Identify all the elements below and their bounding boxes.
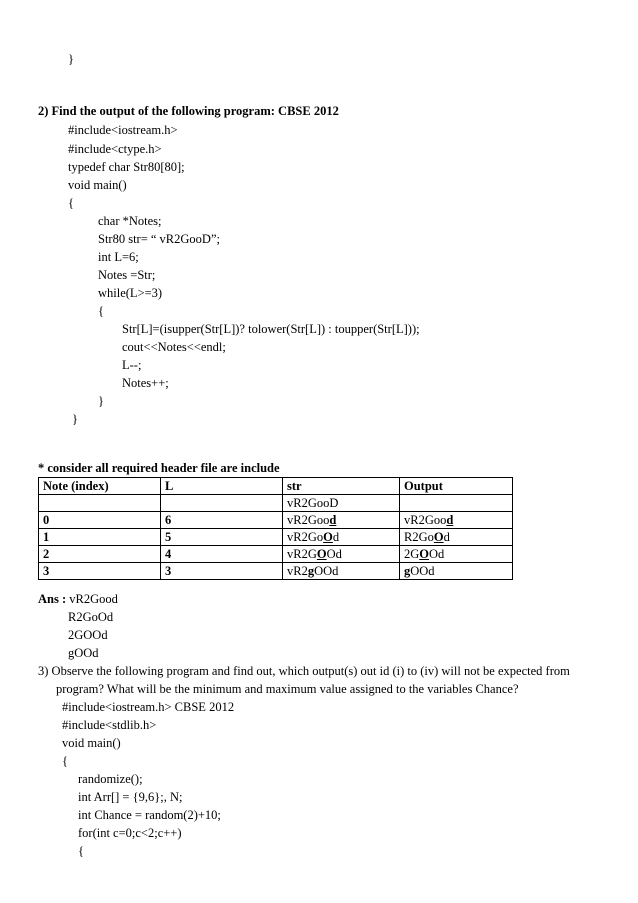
code-line: Str80 str= “ vR2GooD”; (98, 232, 220, 246)
trace-table (38, 477, 513, 580)
output-prefix: vR2Goo (404, 513, 447, 527)
str-suffix: Od (326, 547, 342, 561)
cell-l: 6 (161, 512, 283, 529)
code-line: randomize(); (78, 772, 143, 786)
cell-l (161, 495, 283, 512)
cell-output (400, 529, 513, 546)
str-suffix: OOd (314, 564, 339, 578)
output-suffix: Od (429, 547, 445, 561)
output-changed-char: g (404, 564, 411, 578)
cell-str (283, 563, 400, 580)
answer-value: R2GoOd (68, 610, 114, 624)
str-changed-char: d (329, 513, 337, 527)
output-prefix: R2Go (404, 530, 434, 544)
code-line: void main() (68, 178, 127, 192)
cell-index: 0 (39, 512, 161, 529)
cell-l: 5 (161, 529, 283, 546)
str-prefix: vR2Goo (287, 513, 330, 527)
table-row (39, 512, 513, 529)
code-line: cout<<Notes<<endl; (122, 340, 226, 354)
code-line: void main() (62, 736, 121, 750)
cell-output (400, 546, 513, 563)
closing-brace: } (68, 52, 74, 66)
cell-str (283, 529, 400, 546)
code-line: { (98, 304, 104, 318)
code-line: } (72, 412, 78, 426)
cell-output (400, 495, 513, 512)
output-changed-char: O (419, 547, 430, 561)
table-row (39, 563, 513, 580)
code-line: int L=6; (98, 250, 139, 264)
table-header-row (39, 478, 513, 495)
cell-str (283, 512, 400, 529)
answer-value: vR2Good (69, 592, 118, 606)
answer-line (38, 591, 118, 608)
cell-str (283, 546, 400, 563)
header-note: * consider all required header file are include (38, 461, 280, 475)
table-row (39, 529, 513, 546)
code-line: Str[L]=(isupper(Str[L])? tolower(Str[L]) : toupper(Str[L])); (122, 322, 420, 336)
cell-index (39, 495, 161, 512)
code-line: for(int c=0;c<2;c++) (78, 826, 182, 840)
code-line: while(L>=3) (98, 286, 163, 300)
code-line: Notes =Str; (98, 268, 156, 282)
column-header-str: str (283, 478, 400, 495)
code-line: int Chance = random(2)+10; (78, 808, 221, 822)
str-changed-char: g (307, 564, 315, 578)
code-line: #include<ctype.h> (68, 142, 162, 156)
str-prefix: vR2G (287, 547, 317, 561)
column-header-l: L (161, 478, 283, 495)
cell-output (400, 563, 513, 580)
code-line: #include<iostream.h> CBSE 2012 (62, 700, 235, 714)
code-line: Notes++; (122, 376, 169, 390)
table-row (39, 546, 513, 563)
code-line: { (68, 196, 74, 210)
cell-l: 3 (161, 563, 283, 580)
output-changed-char: d (446, 513, 454, 527)
table-row (39, 495, 513, 512)
output-suffix: d (443, 530, 450, 544)
cell-l: 4 (161, 546, 283, 563)
column-header-output: Output (400, 478, 513, 495)
str-prefix: vR2 (287, 564, 308, 578)
code-line: int Arr[] = {9,6};, N; (78, 790, 183, 804)
column-header-note-index: Note (index) (39, 478, 161, 495)
code-line: #include<stdlib.h> (62, 718, 157, 732)
output-changed-char: O (433, 530, 444, 544)
cell-str: vR2GooD (283, 495, 400, 512)
code-line: } (98, 394, 104, 408)
str-prefix: vR2Go (287, 530, 324, 544)
question-3-heading: 3) Observe the following program and find out, which output(s) out id (i) to (iv) will not be expected from (38, 664, 570, 678)
str-suffix: d (332, 530, 340, 544)
cell-index: 1 (39, 529, 161, 546)
answer-value: gOOd (68, 646, 99, 660)
code-line: L--; (122, 358, 142, 372)
answer-value: 2GOOd (68, 628, 108, 642)
question-2-heading: 2) Find the output of the following program: CBSE 2012 (38, 104, 339, 118)
output-suffix: OOd (410, 564, 435, 578)
code-line: { (78, 844, 84, 858)
cell-index: 2 (39, 546, 161, 563)
cell-index: 3 (39, 563, 161, 580)
code-line: #include<iostream.h> (68, 123, 178, 137)
code-line: typedef char Str80[80]; (68, 160, 185, 174)
str-changed-char: O (316, 547, 327, 561)
str-changed-char: O (323, 530, 333, 544)
output-prefix: 2G (404, 547, 420, 561)
answer-label: Ans : (38, 592, 67, 606)
code-line: char *Notes; (98, 214, 162, 228)
question-3-heading-cont: program? What will be the minimum and maximum value assigned to the variables Chance? (56, 682, 519, 696)
code-line: { (62, 754, 68, 768)
cell-output (400, 512, 513, 529)
